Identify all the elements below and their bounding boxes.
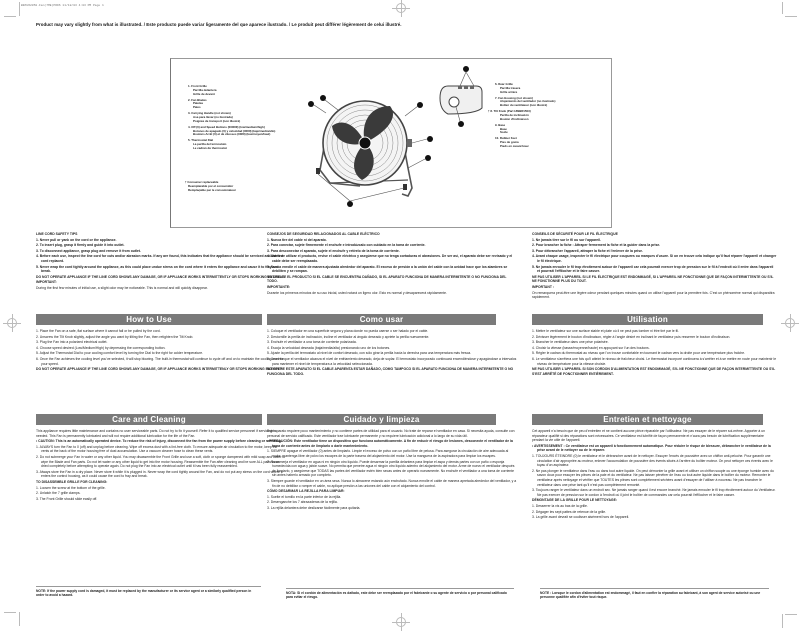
list-item: 5. Régler le cadran du thermostat au niveau que l'on trouve confortable en tournant le cadran vers la droite pour une température plus fraîche. xyxy=(532,351,746,356)
section-bar-cuidado-y-limpieza: Cuidado y limpieza xyxy=(267,414,496,425)
important-text: During the first few minutes of initial use, a slight odor may be noticeable. This is normal and will quickly disappear. xyxy=(36,285,208,290)
list-item: 1. Never pull or yank on the cord or the appliance. xyxy=(36,237,117,242)
print-slug: BRAVO2050.Fan(7ME)PRDS 11/18/03 4:03 PM Page 1 xyxy=(21,4,104,7)
list-item: 1. ALWAYS turn the Fan to 0 (off) and unplug before cleaning. Wipe off excess dust with a lint-free cloth. To ensure adequate air circulation to the motor, keep the vents at the back of the motor housing free of dust accumulation. Use a vacuum cleaner hose to clean these vents. xyxy=(36,444,278,454)
list-item: 3. Para desconectar el aparato, sujete el enchufe y retírelo de la toma de corriente. xyxy=(267,248,400,253)
important-label: IMPORTANT: xyxy=(36,280,57,285)
parts-list-left xyxy=(188,85,275,153)
crop-mark-br-h xyxy=(785,614,797,615)
important-text: On remarquera peut-être une légère odeur pendant quelques minutes quand on utilise l'appareil pour la première fois. C'est un phénomène normal qui disparaîtra rapidement. xyxy=(532,290,775,300)
crop-mark-bl-h xyxy=(4,612,16,613)
consumer-replaceable-note: † Consumer replaceable Reemplazable por el consumidor Remplaçable par le consommateur xyxy=(185,180,236,192)
warning-text: NO OPERE ESTE APARATO SI EL CABLE APARENTA ESTAR DAÑADO, COMO TAMPOCO SI EL APARATO FUNCIONA DE MANERA INTERMITENTE O NO FUNCIONA DEL TODO. xyxy=(267,367,514,376)
note-divider-en xyxy=(36,586,261,587)
list-item: 6. Le ventilateur s'arrêtera une fois qu'il atteint le niveau de fraîcheur choisi. Le thermostat incorporé continuera à s'arrêter et à se mettre en route pour maintenir le niveau de température pour la vitesse choisie. xyxy=(532,356,777,366)
list-item: 2. Dégager les sept pattes de retenue de la grille. xyxy=(532,509,607,514)
section-bar-como-usar: Como usar xyxy=(267,314,496,325)
parts-list-right xyxy=(488,82,556,151)
fan-hub-icon xyxy=(359,137,371,149)
list-item: 4. Before each use, inspect the line cord for cuts and/or abrasion marks. If any are found, this indicates that the appliance should be serviced and the line cord replaced. xyxy=(36,254,284,263)
care-cleaning-en xyxy=(36,429,286,502)
section-title: LINE CORD SAFETY TIPS xyxy=(36,232,78,236)
crop-mark-bl-v xyxy=(19,612,20,626)
warning-text: NO UTILICE EL PRODUCTO SI EL CABLE SE ENCUENTRA DAÑADO, SI EL APARATO FUNCIONA DE MANERA INTERMITENTE O NO FUNCIONA DEL TODO. xyxy=(267,274,507,284)
registration-mark-bottom xyxy=(396,617,406,627)
list-item: 3. Always store the Fan in a dry place. Never store it while it is plugged in. Never wrap the cord tightly around the Fan, and do not put any stress on the cord where it enters the control housing, as it could cause the cord to fray and break. xyxy=(36,469,283,479)
part-item: 5. Thermostat Dial La perilla del termostato Le cadran du thermostat xyxy=(188,138,227,150)
list-item: 3. Toujours ranger le ventilateur dans un endroit sec. Ne jamais ranger quand il est encore branché. Ne jamais enrouler le fil trop étroitement autour du Ventilateur. Ne pas exercer de pression sur le cordon à l'endroit où il joint le boîtier de commandes car cela pourrait l'effilocher et le faire casser. xyxy=(532,488,776,497)
section-title: CONSEJOS DE SEGURIDAD RELACIONADOS AL CABLE ELÉCTRICO xyxy=(267,232,380,236)
list-item: 4. Choose speed desired (Low/Medium/High) by depressing the corresponding button. xyxy=(36,345,166,350)
how-to-use-es xyxy=(267,329,517,377)
part-item: 4. Off (0) and Speed Buttons (0/I/II/III) (low/medium/high) Botones de apagado (0) y velocidad (I/II/III) (bajo/medio/alto) Boutons Arrêt (0) et de vitesses (I/II/III) (bas/moyen/haut) xyxy=(188,124,276,137)
list-item: 2. Do not submerge your Fan in water or any other liquid. You may disassemble the Front Grille and use a soft, cloth or sponge dampened with mild soap and water to wipe the Blade and Fan parts. Do not let water or any other liquid to get into the motor housing. Reassemble the Fan after cleaning and be sure ALL parts have dried completely before attempting to operate again. Do not plug the Fan into an electrical outlet until it has been fully reassembled. xyxy=(36,454,286,469)
list-item: 3. To disconnect appliance, grasp plug and remove it from outlet. xyxy=(36,248,141,253)
list-item: 4. Escoja la velocidad deseada (baja/media/alta) presionando uno de los botones. xyxy=(267,345,391,350)
section-title: CONSEILS DE SÉCURITÉ POUR LE FIL ÉLECTRIQUE xyxy=(532,232,618,236)
list-item: 1. Suelte el tornillo en la parte inferior de la rejilla. xyxy=(267,494,342,499)
important-label: IMPORTANTE: xyxy=(267,284,291,289)
intro-text: This appliance requires little maintenance and contains no user serviceable parts. Do not try to fix it yourself. Refer it to qualified service personnel if servicing is needed. This Fan is permanently lubricated and will not require additional lubrication for the life of the Fan. xyxy=(36,429,276,438)
list-item: 1. Coloque el ventilador en una superficie segura y plana donde no pueda caerse o ser halado por el cable. xyxy=(267,329,429,333)
list-item: 1. Nunca tire del cable ni del aparato. xyxy=(267,237,327,242)
important-label: IMPORTANT : xyxy=(532,284,554,289)
line-cord-safety-es xyxy=(267,232,517,296)
list-item: 3. Siempre guarde el ventilador en un área seca. Nunca lo almacene estando aún enchufado. Nunca enrolle el cable de manera apretada alrededor del ventilador, y a fin de no debilitar o romper el cable, no aplique presión a las uniones del cable con el alojamiento del control. xyxy=(267,478,517,488)
line-cord-safety-fr xyxy=(532,232,777,301)
list-item: 2. No sumerja el ventilador en agua ni en ningún otro líquido. Puede desarmar la parrilla delantera para limpiar el aspa y demás partes con un paño o esponja humedecida con agua y jabón suave. No permita que penetre agua ni ningún otro líquido adentro del alojamiento del motor. Arme de nuevo el ventilador después de limpiarlo, y asegúrese que TODAS las partes del ventilador estén bien secas antes de operarlo nuevamente. No enchufe el ventilador a una toma de corriente sin antes haberlo armado por completo. xyxy=(267,459,515,478)
care-cleaning-es xyxy=(267,429,517,512)
registration-mark-right xyxy=(785,318,795,328)
tilt-knob-icon xyxy=(407,139,412,147)
list-item: 1. Desserrer la vis au bas de la grille. xyxy=(532,503,588,508)
note-divider-fr xyxy=(540,588,769,589)
disassemble-title: CÓMO DESARMAR LA REJILLA PARA LIMPIAR: xyxy=(267,489,345,494)
section-bar-care-and-cleaning: Care and Cleaning xyxy=(36,414,262,425)
care-cleaning-fr xyxy=(532,429,777,521)
list-item: 2. Unscrew the Tilt Knob slightly, adjust the angle you want by tilting the Fan, then retighten the Tilt Knob. xyxy=(36,334,194,339)
section-bar-how-to-use: How to Use xyxy=(36,314,262,325)
note-divider-es xyxy=(286,588,514,589)
how-to-use-en xyxy=(36,329,286,373)
list-item: 3. La rejilla delantera debe deslizarse fácilmente para quitarla. xyxy=(267,505,361,510)
part-item: 7. Fan Housing (not shown) Alojamiento del ventilador (no ilustrado) Boîtier du ventilateur (non illustré) xyxy=(495,95,556,108)
list-item: 1. Loosen the screw at the bottom of the grille. xyxy=(36,485,106,490)
illustration-disclaimer: Product may vary slightly from what is illustrated. / Este producto puede variar ligeramente del que aparece ilustrado. / Le produit peut différer légèrement de celui illustré. xyxy=(36,22,402,27)
intro-text: Cet appareil n'a besoin que de peu d'entretien et ne contient aucune pièce réparable par l'utilisateur. Ne pas essayer de le réparer soi-même. Apporter à un réparateur qualifié si des réparations sont nécessaires. Ce ventilateur est lubrifié de façon permanente et n'aura pas besoin de lubrification supplémentaire pendant la vie utile de l'appareil. xyxy=(532,429,766,443)
list-item: 1. TOUJOURS ÉTEINDRE (0) le ventilateur et le débrancher avant de le nettoyer. Essuyer l'excès de poussière avec un chiffon anti-peluche. Pour garantir une circulation d'air appropriée au moteur, enlever l'accumulation de poussière des évents situés à l'arrière du boîtier moteur. On peut nettoyer ces évents avec le tuyau d'un aspirateur. xyxy=(532,453,773,468)
list-item: 2. Unlatch the 7 grille clamps. xyxy=(36,491,81,496)
list-item: 1. SIEMPRE apague el ventilador (0) antes de limpiarlo. Limpie el exceso de polvo con un paño libre de pelusa. Para asegurar la circulación de aire adecuada al motor, mantenga libre de polvo los escapes de la parte trasera del alojamiento del motor. Use la manguera de la aspiradora para limpiar los escapes. xyxy=(267,449,509,458)
fan-illustration xyxy=(290,58,490,228)
crop-mark-br-v xyxy=(782,614,783,628)
crop-mark-tr-h xyxy=(785,16,797,17)
caution-text: • CAUTION: This is an automatically operated device. To reduce the risk of injury, disconnect the fan from the power supply before cleaning or servicing. xyxy=(36,439,282,444)
part-item: 9. Base Base Socle xyxy=(495,122,508,135)
part-item: † 8. Tilt Knob (Part HWBR1503) Perilla de inclinación Bouton d'inclinaison xyxy=(488,109,531,121)
registration-mark-left xyxy=(7,318,17,328)
list-item: 2. Ne pas plonger le ventilateur dans l'eau ou dans tout autre liquide. On peut démonter la grille avant et utiliser un chiffon souple ou une éponge humide avec du savon doux pour essuyer les pièces de la pale et du ventilateur. Ne pas laisser pénétrer de l'eau ou tout autre liquide dans le boîtier du moteur. Remonter le ventilateur après nettoyage et vérifier que TOUTES les pièces sont complètement séchées avant d'essayer de l'utiliser à nouveau. Ne pas brancher le ventilateur dans une prise tant qu'il n'est pas complètement remonté. xyxy=(532,468,774,487)
list-item: 2. Dévisser légèrement le bouton d'inclinaison, régler à l'angle désiré en inclinant le ventilateur puis resserrer le bouton d'inclinaison. xyxy=(532,334,731,339)
list-item: 4. Choisir la vitesse (basse/moyenne/haute) en appuyant sur l'un des boutons. xyxy=(532,345,650,350)
crop-mark-tr-v xyxy=(782,2,783,14)
caution-text: • PRECAUCIÓN: Este ventilador tiene un dispositivo que funciona automáticamente. A fin de reducir el riesgo de lesiones, desconecte el ventilador de la toma de corriente antes de limpiarlo o darle mantenimiento. xyxy=(267,439,513,448)
list-item: 6. Once the Fan achieves the cooling level you've selected, it will stop blowing. The built-in thermostat will continue to cycle off and on to maintain the cooling level for your speed. xyxy=(36,356,285,366)
list-item: 2. Destornille la perilla de inclinación, incline el ventilador al ángulo deseado y apriete la perilla nuevamente. xyxy=(267,334,430,339)
list-item: 5. Ne jamais enrouler le fil trop étroitement autour de l'appareil car cela pourrait exercer trop de pression sur le fil à l'endroit où il entre dans l'appareil et pourrait l'effilocher et le faire casser. xyxy=(532,264,774,274)
section-bar-utilisation: Utilisation xyxy=(532,314,763,325)
part-item: 6. Rear Grille Parrilla trasera Grille arrière xyxy=(495,82,521,94)
list-item: 3. Enchufe el ventilador a una toma de corriente polarizada. xyxy=(267,340,357,345)
list-item: 4. Avant chaque usage, inspecter le fil électrique pour coupures ou marques d'usure. Si on en trouve cela indique qu'il faut réparer l'appareil et changer le fil électrique. xyxy=(532,254,777,263)
list-item: 5. Ajuste la perilla del termostato al nivel de confort deseado, con sólo girar la perilla hacia la derecha para una temperatura más fresca. xyxy=(267,351,472,356)
list-item: 3. Pour débrancher l'appareil, attraper la fiche et l'enlever de la prise. xyxy=(532,248,643,253)
list-item: 4. Antes de utilizar el producto, revise el cable eléctrico y asegúrese que no tenga cortaduras ni abrasiones. De ser así, el aparato debe ser revisado y el cable debe ser reemplazado. xyxy=(267,254,513,263)
disassemble-title: TO DISASSEMBLE GRILLE FOR CLEANING: xyxy=(36,479,108,484)
list-item: 5. Adjust the Thermostat Dial to your cooling comfort level by turning the Dial to the right for colder temperature. xyxy=(36,351,204,356)
list-item: 2. Pour brancher la fiche : Attraper fermement la fiche et la guider dans la prise. xyxy=(532,243,661,248)
warning-text: NE PAS UTILISER L'APPAREIL SI LE FIL ÉLECTRIQUE EST ENDOMMAGÉ, SI L'APPAREIL NE FONCTIONNE QUE DE FAÇON INTERMITTENTE OU S'IL NE FONCTIONNE PLUS DU TOUT. xyxy=(532,274,774,284)
list-item: 5. Nunca enrolle el cable de manera ajustada alrededor del aparato. El exceso de presión a la unión del cable con la unidad hace que los alambres se debiliten y se rompan. xyxy=(267,264,508,274)
warning-text: DO NOT OPERATE APPLIANCE IF THE LINE CORD SHOWS ANY DAMAGE, OR IF APPLIANCE WORKS INTERMITTENLY OR STOPS WORKING ENTIRELY. xyxy=(36,367,283,372)
power-cord-note-fr: NOTE : Lorsque le cordon d'alimentation est endommagé, il faut en confier la réparation au fabricant, à son agent de service autorisé ou une personne qualifiée afin d'éviter tout risque. xyxy=(540,591,761,600)
crop-mark-tl-h xyxy=(4,16,16,17)
list-item: 1. Mettre le ventilateur sur une surface stable et plate où il ne peut pas tomber ni être tiré par le fil. xyxy=(532,329,680,333)
warning-text: NE PAS UTILISER L'APPAREIL SI SON CORDON D'ALIMENTATION EST ENDOMMAGÉ, S'IL NE FONCTIONNE QUE DE FAÇON INTERMITTENTE OU S'IL S'EST ARRÊTÉ DE FONCTIONNER ENTIÈREMENT. xyxy=(532,367,776,376)
crop-mark-tl-v xyxy=(19,2,20,16)
part-item: 1. Front Grille Parrilla delantera Grille de devant xyxy=(188,84,217,96)
intro-text: Este aparato requiere poco mantenimiento y no contiene partes de utilidad para el usuario. No trate de reparar el ventilador en casa. Si necesita ayuda, consulte con personal de servicio calificado. Este ventilador trae lubricante permanente y no requiere lubricación adicional a lo largo de su vida útil. xyxy=(267,429,515,438)
part-item: 3. Carrying Handle (not shown) Asa para llevar (no ilustrada) Poignée de transport (non illustré) xyxy=(188,111,241,123)
list-item: 2. To insert plug, grasp it firmly and guide it into outlet. xyxy=(36,243,125,248)
list-item: 2. Desenganche los 7 abrazaderas de la rejilla. xyxy=(267,500,338,505)
power-cord-note-en: NOTE: If the power supply cord is damaged, it must be replaced by the manufacturer or its service agent or a similarly qualified person in order to avoid a hazard. xyxy=(36,589,252,598)
caution-text: • AVERTISSEMENT : Ce ventilateur est un appareil à fonctionnement automatique. Pour réduire le risque de blessure, débrancher le ventilateur de la prise avant de le nettoyer ou de le réparer. xyxy=(532,443,771,453)
list-item: 5. Never wrap the cord tightly around the appliance, as this could place undue stress on the cord where it enters the appliance and cause it to fray and break. xyxy=(36,264,279,274)
line-cord-safety-en xyxy=(36,232,286,292)
section-bar-entretien-et-nettoyage: Entretien et nettoyage xyxy=(532,414,763,425)
control-housing-icon xyxy=(440,86,482,114)
important-text: Durante los primeros minutos de su uso inicial, usted notará un ligero olor. Esto es normal y desaparecerá rápidamente. xyxy=(267,290,447,295)
part-item: 10. Rubber Feet Pies de goma Pieds en caoutchouc xyxy=(495,136,529,148)
list-item: 3. La grille avant devrait se coulisser aisément hors de l'appareil. xyxy=(532,515,630,520)
part-item: 2. Fan Blades Paletas Pales xyxy=(188,97,207,110)
list-item: 3. The Front Grille should slide easily off. xyxy=(36,496,98,501)
disassemble-title: DÉMONTAGE DE LA GRILLE POUR LE NETTOYAGE: xyxy=(532,498,617,503)
power-cord-note-es: NOTA: Si el cordón de alimentación es dañado, este debe ser reemplazado por el fabricante o su agente de servicio o por personal calificado para evitar el riesgo. xyxy=(286,591,507,600)
warning-text: DO NOT OPERATE APPLIANCE IF THE LINE CORD SHOWS ANY DAMAGE, OR IF APPLIANCE WORKS INTERMITTENTLY OR STOPS WORKING ENTIRELY. xyxy=(36,274,285,279)
list-item: 2. Para conectar, sujete firmemente el enchufe e introdúzcalo con cuidado en la toma de corriente. xyxy=(267,243,426,248)
how-to-use-fr xyxy=(532,329,777,377)
list-item: 1. Place the Fan on a safe, flat surface where it cannot fall or be pulled by the cord. xyxy=(36,329,161,333)
list-item: 3. Plug the Fan into a polarized electrical outlet. xyxy=(36,340,108,345)
registration-mark-top xyxy=(396,3,406,13)
list-item: 3. Brancher le ventilateur dans une prise polarisée. xyxy=(532,340,609,345)
list-item: 6. Una vez que el ventilador alcanza el nivel de enfriamiento deseado, deja de soplar. El termostato incorporado continuará encendiéndose y apagándose a intervalos para mantener el nivel de temperatura a la velocidad seleccionada. xyxy=(267,356,517,366)
list-item: 1. Ne jamais tirer sur le fil ou sur l'appareil. xyxy=(532,237,602,242)
